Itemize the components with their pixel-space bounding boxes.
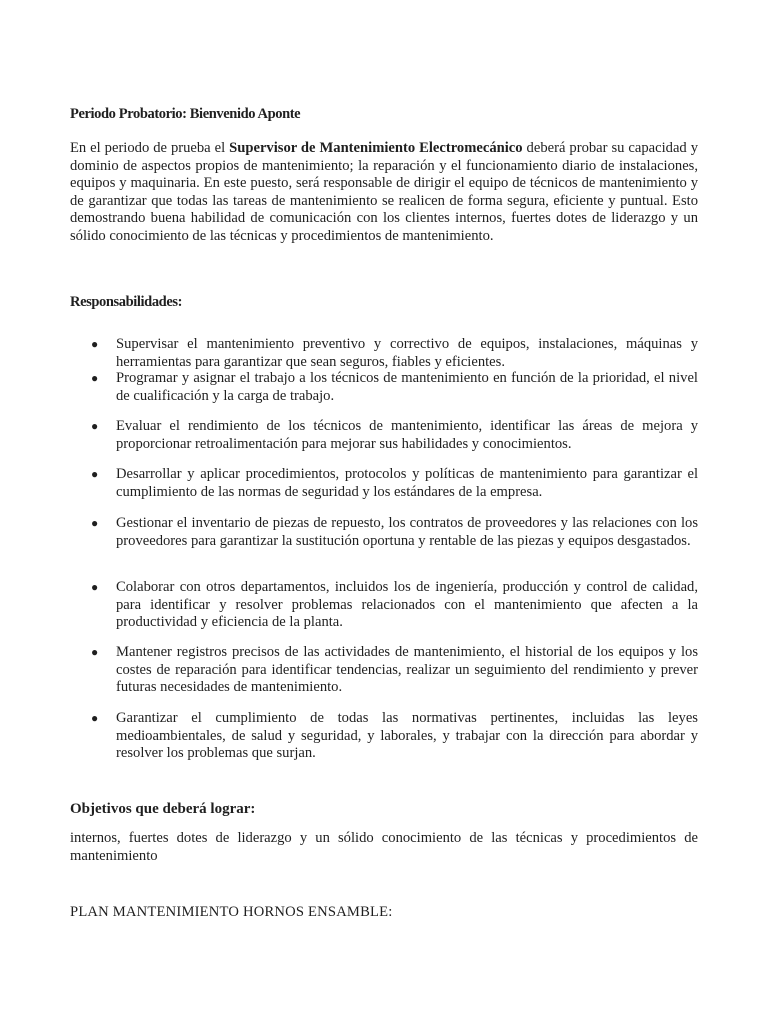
- responsibilities-heading: Responsabilidades:: [70, 294, 183, 310]
- objectives-heading: Objetivos que deberá lograr:: [70, 801, 256, 817]
- bullet-icon: ●: [91, 419, 99, 433]
- document-title: Periodo Probatorio: Bienvenido Aponte: [70, 106, 301, 122]
- responsibility-item-7: Mantener registros precisos de las actividades de mantenimiento, el historial de los equipos y los costes de reparación para identificar tendencias, realizar un seguimiento del rendimiento y prever futuras necesidades de mantenimiento.: [116, 644, 698, 695]
- responsibility-item-5: Gestionar el inventario de piezas de repuesto, los contratos de proveedores y las relaciones con los proveedores para garantizar la sustitución oportuna y rentable de las piezas y equipos desgastados.: [116, 515, 698, 549]
- intro-position-name: Supervisor de Mantenimiento Electromecánico: [229, 140, 523, 156]
- intro-text-start: En el periodo de prueba el: [70, 140, 230, 156]
- responsibility-item-2: Programar y asignar el trabajo a los técnicos de mantenimiento en función de la prioridad, el nivel de cualificación y la carga de trabajo.: [116, 370, 698, 404]
- intro-paragraph: [70, 140, 698, 245]
- responsibility-item-4: Desarrollar y aplicar procedimientos, protocolos y políticas de mantenimiento para garantizar el cumplimiento de las normas de seguridad y los estándares de la empresa.: [116, 466, 698, 500]
- bullet-icon: ●: [91, 371, 99, 385]
- intro-text-end: deberá probar su capacidad y dominio de aspectos propios de mantenimiento; la reparación y el funcionamiento diario de instalaciones, equipos y maquinaria. En este puesto, será responsable de dirigir el equipo de técnicos de mantenimiento y de garantizar que todas las tareas de mantenimiento se realicen de forma segura, eficiente y puntual. Esto demostrando buena habilidad de comunicación con los clientes internos, fuertes dotes de liderazgo y un sólido conocimiento de las técnicas y procedimientos de mantenimiento.: [70, 140, 698, 244]
- bullet-icon: ●: [91, 516, 99, 530]
- bullet-icon: ●: [91, 467, 99, 481]
- plan-heading: PLAN MANTENIMIENTO HORNOS ENSAMBLE:: [70, 904, 393, 920]
- bullet-icon: ●: [91, 580, 99, 594]
- responsibility-item-6: Colaborar con otros departamentos, incluidos los de ingeniería, producción y control de calidad, para identificar y resolver problemas relacionados con el mantenimiento que afecten a la productividad y eficiencia de la planta.: [116, 579, 698, 630]
- responsibility-item-1: Supervisar el mantenimiento preventivo y correctivo de equipos, instalaciones, máquinas y herramientas para garantizar que sean seguros, fiables y eficientes.: [116, 336, 698, 370]
- objectives-text: internos, fuertes dotes de liderazgo y un sólido conocimiento de las técnicas y procedimientos de mantenimiento: [70, 830, 698, 864]
- bullet-icon: ●: [91, 711, 99, 725]
- responsibility-item-3: Evaluar el rendimiento de los técnicos de mantenimiento, identificar las áreas de mejora y proporcionar retroalimentación para mejorar sus habilidades y conocimientos.: [116, 418, 698, 452]
- responsibility-item-8: Garantizar el cumplimiento de todas las normativas pertinentes, incluidas las leyes medioambientales, de salud y seguridad, y laborales, y trabajar con la dirección para abordar y resolver los problemas que surjan.: [116, 710, 698, 761]
- bullet-icon: ●: [91, 645, 99, 659]
- bullet-icon: ●: [91, 337, 99, 351]
